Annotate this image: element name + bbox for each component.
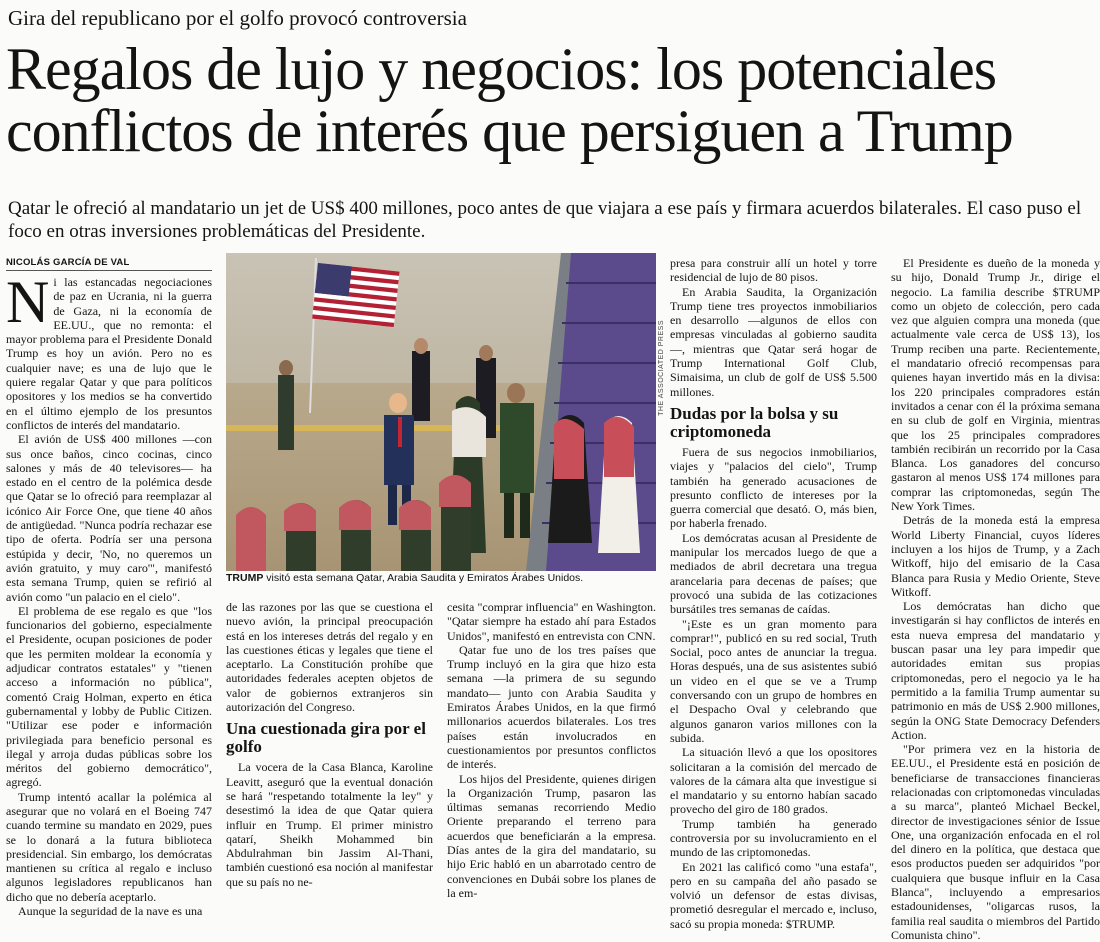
deck: Qatar le ofreció al mandatario un jet de US$ 400 millones, poco antes de que viajara a ese país y firmara acuerdos bilaterales. El caso puso el foco en otras inversiones problemáticas del Presidente.	[8, 198, 1082, 242]
article-column-2	[226, 600, 433, 889]
byline: NICOLÁS GARCÍA DE VAL	[6, 257, 212, 271]
paragraph: En Arabia Saudita, la Organización Trump tiene tres proyectos inmobiliarios en desarrollo —algunos de ellos con empresas vinculadas al gobierno saudita—, mientras que Qatar será hogar de Trump International Golf Club, Simaisima, un club de golf de US$ 5.500 millones.	[670, 284, 877, 399]
headline-line-2: conflictos de interés que persiguen a Trump	[6, 98, 1013, 164]
paragraph: Aunque la seguridad de la nave es una	[18, 904, 203, 919]
paragraph: presa para construir allí un hotel y torre residencial de lujo de 80 pisos.	[670, 256, 877, 285]
paragraph: En 2021 las calificó como "una estafa", pero en su campaña del año pasado se volvió un defensor de estas divisas, prometió desregular el mercado e, incluso, sacó su propia moneda: $TRUMP.	[670, 859, 877, 931]
paragraph: La situación llevó a que los opositores solicitaran a la comisión del mercado de valores de la cámara alta que investigue si el mandatario y su entorno habían sacado provecho del giro de 180 grados.	[670, 745, 877, 817]
paragraph: Trump también ha generado controversia por su involucramiento en el mundo de las criptomonedas.	[670, 816, 877, 860]
subheading: Una cuestionada gira por el golfo	[226, 719, 426, 757]
article-column-3	[447, 600, 656, 900]
kicker: Gira del republicano por el golfo provocó controversia	[8, 6, 467, 30]
article-column-5	[891, 256, 1100, 942]
photo-illustration	[226, 253, 656, 571]
paragraph: El avión de US$ 400 millones —con sus once baños, cinco cocinas, cinco salones y más de 40 televisores— ha estado en el centro de la polémica desde que Qatar se lo ofreció para reemplazar al icónico Air Force One, que tiene 40 años de antigüedad. "Nunca podría rechazar ese tipo de oferta. Podría ser una persona estúpida y decir, 'No, no queremos un avión gratuito, y muy caro'", manifestó esta semana Trump, quien se refirió al avión como "un palacio en el cielo".	[6, 432, 212, 604]
headline	[6, 38, 1096, 162]
headline-line-1: Regalos de lujo y negocios: los potenciales	[6, 36, 997, 102]
paragraph: Los demócratas acusan al Presidente de manipular los mercados luego de que a mediados de abril decretara una tregua arancelaria para decenas de países; que provocó una subida de las cotizaciones bursátiles tres semanas de caídas.	[670, 530, 877, 617]
caption-lead: TRUMP	[226, 572, 264, 584]
caption-text: visitó esta semana Qatar, Arabia Saudita y Emiratos Árabes Unidos.	[263, 572, 584, 584]
paragraph: El Presidente es dueño de la moneda y su hijo, Donald Trump Jr., dirige el negocio. La familia describe $TRUMP como un objeto de colección, pero cada vez que alguien compra una moneda (que actualmente vale cerca de US$ 13), los Trump reciben una parte. Recientemente, el mandatario ofreció recompensas para quienes hayan invertido más en la divisa: los 220 principales compradores están invitados a cenar con él la próxima semana en su club de golf en Virginia, mientras que los 25 principales compradores también recibirán un recorrido por la Casa Blanca. Los ganadores del concurso gastaron al menos US$ 174 millones para comprar las criptomonedas, según The New York Times.	[891, 256, 1100, 514]
news-photo	[226, 253, 656, 571]
dropcap: N	[6, 269, 50, 335]
paragraph: El problema de ese regalo es que "los funcionarios del gobierno, especialmente el Presidente, ocupan posiciones de poder que les permiten moldear la economía y adjudicar contratos estatales" y "tienen acceso a información no pública", comentó Craig Holman, experto en ética gubernamental y lobby de Public Citizen. "Utilizar ese poder e información privilegiada para beneficio personal es ilegal y arroja dudas públicas sobre los méritos del gobierno democrático", agregó.	[6, 603, 212, 790]
paragraph: Los hijos del Presidente, quienes dirigen la Organización Trump, pasaron las últimas semanas recorriendo Medio Oriente preparando el terreno para acuerdos que beneficiarán a la empresa. Días antes de la gira del mandatario, su hijo Eric habló en un abarrotado centro de convenciones en Dubái sobre los planes de la em-	[447, 771, 656, 900]
article-column-4	[670, 256, 877, 931]
photo-caption	[226, 572, 658, 585]
paragraph: Ni las estancadas negociaciones de paz en Ucrania, ni la guerra de Gaza, ni la economía de EE.UU., que no remonta: el mayor problema para el Presidente Donald Trump es hoy un avión. Pero no es cualquier nave; es una de lujo que le quiere regalar Qatar y que para políticos opositores y los medios se ha convertido en el último ejemplo de los presuntos conflictos de interés del mandatario.	[6, 269, 212, 432]
photo-credit: THE ASSOCIATED PRESS	[658, 320, 665, 416]
paragraph: de las razones por las que se cuestiona el nuevo avión, la principal preocupación está en los intereses detrás del regalo y en las cuestiones éticas y legales que tiene el aceptarlo. La Constitución prohíbe que autoridades federales acepten objetos de valor de gobiernos extranjeros sin autorización del Congreso.	[226, 600, 433, 715]
paragraph: cesita "comprar influencia" en Washington. "Qatar siempre ha estado ahí para Estados Unidos", manifestó en entrevista con CNN.	[447, 600, 656, 643]
paragraph: La vocera de la Casa Blanca, Karoline Leavitt, aseguró que la eventual donación se hará "respetando totalmente la ley" y desestimó la idea de que Qatar quiera influir en Trump. El primer ministro qatarí, Sheikh Mohammed bin Abdulrahman bin Jassim Al-Thani, también cuestionó esa noción al manifestar que su país no ne-	[226, 760, 433, 889]
paragraph: Trump intentó acallar la polémica al asegurar que no volará en el Boeing 747 cuando termine su mandato en 2029, pues se lo donará a la futura biblioteca presidencial. Sin embargo, los demócratas mantienen su crítica al regalo e incluso algunos legisladores republicanos han dicho que no debería aceptarlo.	[6, 789, 212, 904]
paragraph: Fuera de sus negocios inmobiliarios, viajes y "palacios del cielo", Trump también ha generado acusaciones de presunto conflicto de intereses por la guerra comercial que desató. O, más bien, por haberla frenado.	[670, 444, 877, 531]
paragraph: Qatar fue uno de los tres países que Trump incluyó en la gira que hizo esta semana —la primera de su segundo mandato— junto con Arabia Saudita y Emiratos Árabes Unidos, en la que firmó millonarios acuerdos bilaterales. Los tres países están involucrados en cuestionamientos por presuntos conflictos de interés.	[447, 642, 656, 772]
paragraph: Los demócratas han dicho que investigarán si hay conflictos de interés en esta nueva empresa del mandatario y buscan pasar una ley para impedir que autoridades emitan sus propias criptomonedas, pero el negocio ya le ha permitido a la familia Trump aumentar su patrimonio en más de US$ 2.900 millones, según la ONG State Democracy Defenders Action.	[891, 599, 1100, 742]
paragraph: Detrás de la moneda está la empresa World Liberty Financial, cuyos líderes incluyen a los hijos de Trump, y a Zach Witkoff, hijo del emisario de la Casa Blanca para Rusia y Medio Oriente, Steve Witkoff.	[891, 513, 1100, 599]
article-column-1	[6, 269, 212, 919]
paragraph: "¡Este es un gran momento para comprar!", publicó en su red social, Truth Social, poco antes de anunciar la tregua. Horas después, una de sus asistentes subió un video en el que se ve a Trump conversando con un grupo de hombres en el Despacho Oval y celebrando que algunos ganaron varios millones con la subida.	[670, 616, 877, 745]
subheading: Dudas por la bolsa y su criptomoneda	[670, 403, 839, 441]
paragraph: "Por primera vez en la historia de EE.UU., el Presidente está en posición de beneficiarse de transacciones financieras relacionadas con criptomonedas vinculadas a su marca", planteó Michael Beckel, director de investigaciones sénior de Issue One, una organización enfocada en el rol del dinero en la política, que destaca que esos productos pueden ser adquiridos "por cualquiera que busque influir en la Casa Blanca", incluyendo a empresarios estadounidenses, "oligarcas rusos, la familia real saudita o miembros del Partido Comunista chino".	[891, 742, 1100, 942]
